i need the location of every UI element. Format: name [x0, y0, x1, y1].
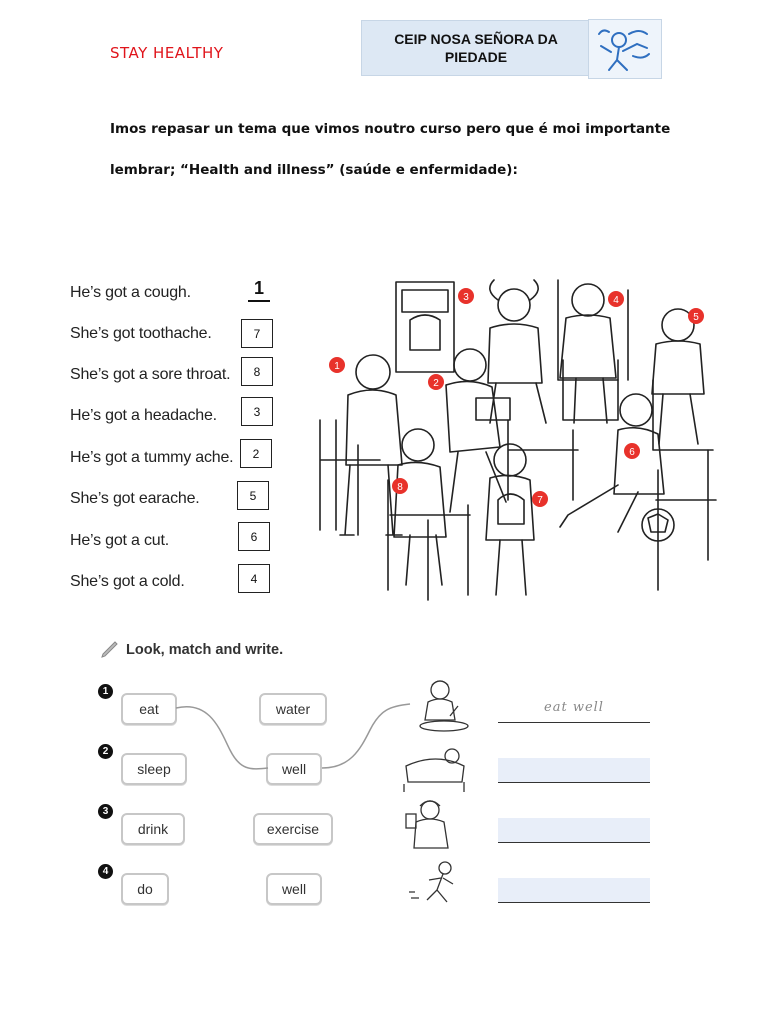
activity-title [100, 641, 283, 659]
intro-line-2: lembrar; “Health and illness” (saúde e enfermidade): [110, 162, 518, 178]
illness-sentence-7: He’s got a cut. [70, 532, 169, 549]
scene-marker-4: 4 [613, 295, 619, 306]
school-name-line1: CEIP NOSA SEÑORA DA [394, 31, 558, 47]
right-word-well[interactable]: well [266, 753, 322, 785]
illness-sentence-8: She’s got a cold. [70, 573, 185, 590]
answer-box-7[interactable]: 6 [238, 522, 270, 551]
activity-number-1: 1 [98, 684, 113, 699]
write-line-4-text [498, 878, 650, 880]
right-word-exercise[interactable]: exercise [253, 813, 333, 845]
left-word-sleep[interactable]: sleep [121, 753, 187, 785]
school-name-line2: PIEDADE [444, 49, 508, 65]
page-title: STAY HEALTHY [110, 44, 224, 62]
activity-title-text: Look, match and write. [126, 642, 284, 658]
scene-marker-7: 7 [537, 495, 543, 506]
scene-marker-5: 5 [693, 312, 699, 323]
write-line-2[interactable] [498, 758, 650, 783]
answer-box-2[interactable]: 7 [241, 319, 273, 348]
illness-sentence-6: She’s got earache. [70, 490, 200, 507]
answer-1: 1 [248, 278, 270, 302]
answer-box-6[interactable]: 5 [237, 481, 269, 510]
write-line-4[interactable] [498, 878, 650, 903]
illness-sentence-3: She’s got a sore throat. [70, 366, 231, 383]
left-word-do[interactable]: do [121, 873, 169, 905]
write-line-2-text [498, 758, 650, 760]
eating-boy-picture [410, 676, 480, 734]
write-line-1-text: eat well [544, 700, 604, 715]
write-line-1[interactable] [498, 698, 650, 723]
scene-marker-8: 8 [397, 482, 403, 493]
write-line-3-text [498, 818, 650, 820]
waiting-room-illustration [318, 270, 730, 610]
answer-box-5[interactable]: 2 [240, 439, 272, 468]
answer-box-4[interactable]: 3 [241, 397, 273, 426]
activity-number-2: 2 [98, 744, 113, 759]
match-connector-lines [170, 690, 420, 780]
right-word-water[interactable]: water [259, 693, 327, 725]
left-word-drink[interactable]: drink [121, 813, 185, 845]
scene-marker-2: 2 [433, 378, 439, 389]
illness-sentence-5: He’s got a tummy ache. [70, 449, 234, 466]
illness-sentence-1: He’s got a cough. [70, 284, 191, 301]
activity-number-3: 3 [98, 804, 113, 819]
write-line-3[interactable] [498, 818, 650, 843]
scene-marker-6: 6 [629, 447, 635, 458]
right-word-well-2[interactable]: well [266, 873, 322, 905]
school-logo [588, 19, 662, 79]
school-logo-icon [589, 20, 661, 78]
scene-marker-1: 1 [334, 361, 340, 372]
pencil-icon [100, 641, 120, 659]
scene-marker-3: 3 [463, 292, 469, 303]
illness-sentence-4: He’s got a headache. [70, 407, 217, 424]
activity-number-4: 4 [98, 864, 113, 879]
answer-box-3[interactable]: 8 [241, 357, 273, 386]
school-name-box [361, 20, 591, 76]
running-boy-picture [405, 858, 475, 916]
answer-box-8[interactable]: 4 [238, 564, 270, 593]
drinking-boy-picture [392, 796, 462, 854]
sleeping-child-picture [400, 736, 470, 794]
illness-sentence-2: She’s got toothache. [70, 325, 212, 342]
left-word-eat[interactable]: eat [121, 693, 177, 725]
intro-line-1: Imos repasar un tema que vimos noutro curso pero que é moi importante [110, 121, 671, 137]
poster-shape [396, 282, 454, 372]
